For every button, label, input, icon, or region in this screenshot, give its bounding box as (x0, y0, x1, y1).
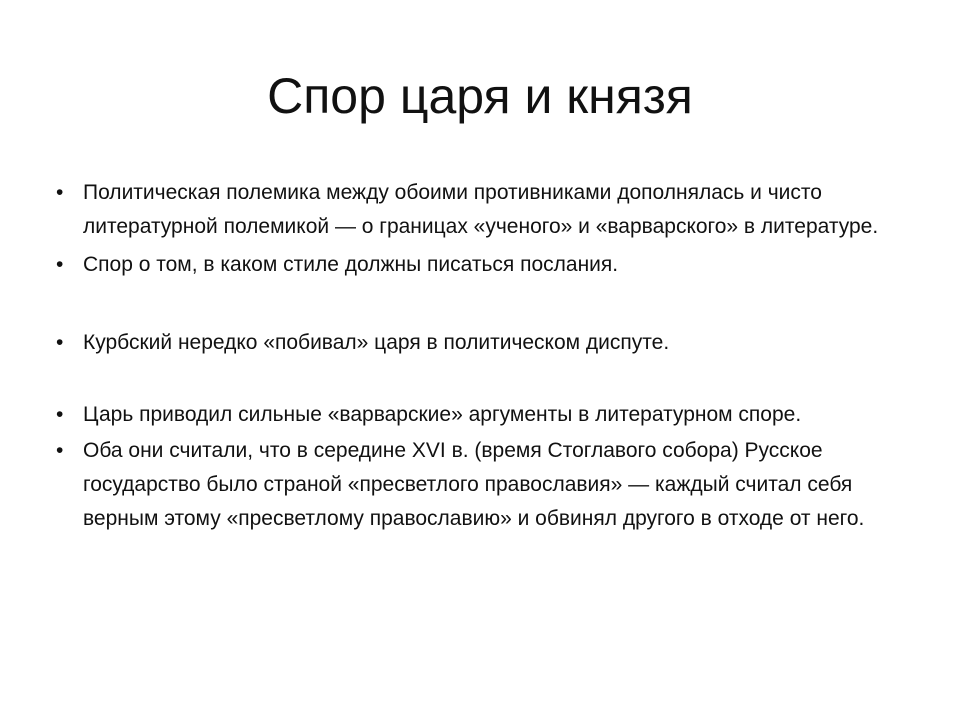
bullet-dot-icon: • (56, 181, 64, 204)
bullet-text: Царь приводил сильные «варварские» аргументы в литературном споре. (83, 403, 802, 426)
bullet-list (56, 176, 896, 536)
bullet-text: Политическая полемика между обоими противниками дополнялась и чисто литературной полемикой — о границах «ученого» и «варварского» в литературе. (83, 181, 879, 238)
bullet-dot-icon: • (56, 403, 64, 426)
bullet-dot-icon: • (56, 331, 64, 354)
bullet-dot-icon: • (56, 439, 64, 462)
bullet-text: Курбский нередко «побивал» царя в политическом диспуте. (83, 331, 670, 354)
bullet-dot-icon: • (56, 253, 64, 276)
bullet-item (56, 176, 896, 244)
bullet-item (56, 398, 896, 432)
bullet-item (56, 326, 896, 360)
slide-title: Спор царя и князя (267, 68, 693, 124)
bullet-item (56, 248, 896, 282)
bullet-text: Оба они считали, что в середине XVI в. (время Стоглавого собора) Русское государство было страной «пресветлого православия» — каждый считал себя верным этому «пресветлому православию» и обвинял другого в отходе от него. (83, 439, 865, 530)
bullet-text: Спор о том, в каком стиле должны писаться послания. (83, 253, 619, 276)
bullet-item (56, 434, 896, 536)
